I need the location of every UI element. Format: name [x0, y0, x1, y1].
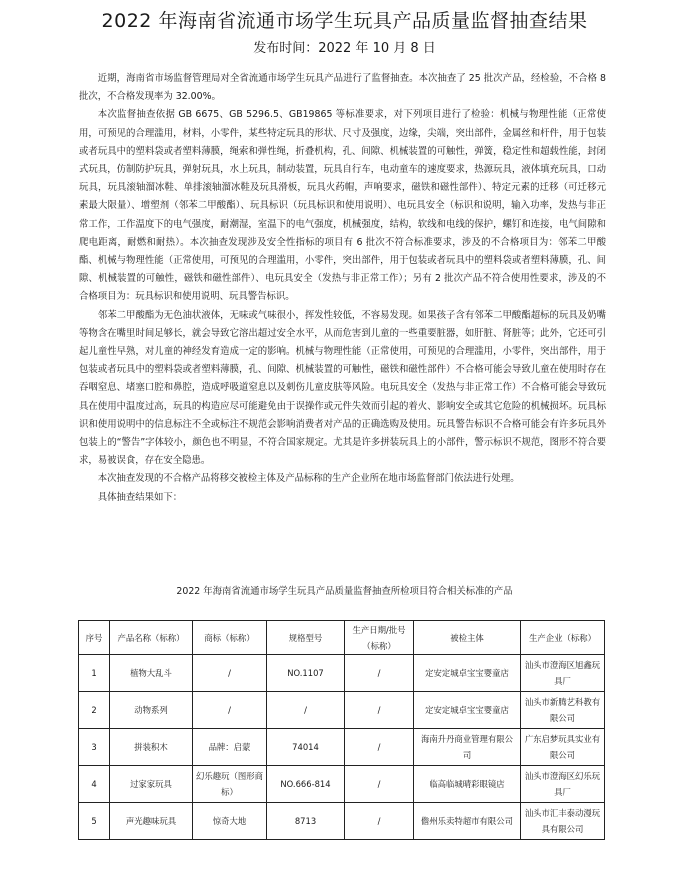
header-trademark: 商标（标称）: [193, 621, 267, 655]
cell-manufacturer: 汕头市澄海区幻乐玩具厂: [521, 766, 605, 803]
table-row: [79, 692, 605, 729]
cell-product-name: 动物系列: [110, 692, 193, 729]
paragraph-intro: 近期，海南省市场监督管理局对全省流通市场学生玩具产品进行了监督抽查。本次抽查了 25 批次产品，经检验，不合格 8 批次，不合格发现率为 32.00%。: [79, 73, 606, 103]
header-manufacturer: 生产企业（标称）: [521, 621, 605, 655]
cell-trademark: /: [193, 655, 267, 692]
cell-production-date: /: [345, 692, 414, 729]
cell-product-name: 拼装积木: [110, 729, 193, 766]
cell-production-date: /: [345, 766, 414, 803]
publish-date: 发布时间：2022 年 10 月 8 日: [253, 41, 436, 56]
page-title: 2022 年海南省流通市场学生玩具产品质量监督抽查结果: [101, 10, 588, 32]
cell-manufacturer: 汕头市新腾艺科教有限公司: [521, 692, 605, 729]
cell-model: 8713: [267, 803, 345, 840]
paragraph-results-lead: 具体抽查结果如下：: [97, 491, 183, 503]
cell-model: 74014: [267, 729, 345, 766]
cell-trademark: 惊奇大地: [193, 803, 267, 840]
cell-manufacturer: 汕头市汇丰泰动漫玩具有限公司: [521, 803, 605, 840]
cell-production-date: /: [345, 655, 414, 692]
cell-index: 5: [79, 803, 110, 840]
cell-model: NO.1107: [267, 655, 345, 692]
cell-index: 4: [79, 766, 110, 803]
header-product-name: 产品名称（标称）: [110, 621, 193, 655]
header-inspected-entity: 被检主体: [414, 621, 521, 655]
cell-product-name: 过家家玩具: [110, 766, 193, 803]
paragraph-handling: 本次抽查发现的不合格产品将移交被检主体及产品标称的生产企业所在地市场监督部门依法进行处理。: [97, 473, 520, 485]
cell-trademark: 品牌：启蒙: [193, 729, 267, 766]
table-row: [79, 729, 605, 766]
cell-trademark: 幻乐趣玩（图形商标）: [193, 766, 267, 803]
cell-inspected-entity: 定安定城卓宝宝婴童店: [414, 692, 521, 729]
table-row: [79, 766, 605, 803]
header-model: 规格型号: [267, 621, 345, 655]
table-row: [79, 803, 605, 840]
cell-inspected-entity: 定安定城卓宝宝婴童店: [414, 655, 521, 692]
paragraph-test-items: 本次监督抽查依据 GB 6675、GB 5296.5、GB19865 等标准要求，对下列项目进行了检验：机械与物理性能（正常使用，可预见的合理滥用，材料，小零件，某些特定玩具的形状、尺寸及强度，边缘，尖端，突出部件，金属丝和杆件，用于包装或者玩具中的塑料袋或者塑料薄膜，绳索和弹性绳，折叠机构，孔、间隙、机械装置的可触性，弹簧，稳定性和超载性能，封闭式玩具，仿制防护玩具，弹射玩具，水上玩具，制动装置，玩具自行车，电动童车的速度要求，热源玩具，液体填充玩具，口动玩具，玩具滚轴溜冰鞋、单排滚轴溜冰鞋及玩具滑板，玩具火药帽，声响要求，磁铁和磁性部件）、特定元素的迁移（可迁移元素最大限量）、增塑剂（邻苯二甲酸酯）、玩具标识（玩具标识和使用说明）、电玩具安全（标识和说明，输入功率，发热与非正常工作，工作温度下的电气强度，耐潮湿，室温下的电气强度，机械强度，结构，软线和电线的保护，螺钉和连接，电气间隙和爬电距离，耐燃和耐热）。本次抽查发现涉及安全性指标的项目有 6 批次不符合标准要求，涉及的不合格项目为：邻苯二甲酸酯、机械与物理性能（正常使用，可预见的合理滥用，小零件，突出部件，用于包装或者玩具中的塑料袋或者塑料薄膜，孔、间隙、机械装置的可触性，磁铁和磁性部件）、电玩具安全（发热与非正常工作）；另有 2 批次产品不符合使用性要求，涉及的不合格项目为：玩具标识和使用说明、玩具警告标识。: [79, 109, 606, 303]
article-body: [79, 70, 606, 507]
cell-inspected-entity: 临高临城晴彩眼镜店: [414, 766, 521, 803]
cell-model: NO.666-814: [267, 766, 345, 803]
cell-product-name: 植物大乱斗: [110, 655, 193, 692]
cell-trademark: /: [193, 692, 267, 729]
cell-inspected-entity: 儋州乐卖特超市有限公司: [414, 803, 521, 840]
table-row: [79, 655, 605, 692]
table-header-row: [79, 621, 605, 655]
cell-product-name: 声光趣味玩具: [110, 803, 193, 840]
cell-inspected-entity: 海南升丹商业管理有限公司: [414, 729, 521, 766]
cell-manufacturer: 汕头市澄海区旭鑫玩具厂: [521, 655, 605, 692]
table-caption: 2022 年海南省流通市场学生玩具产品质量监督抽查所检项目符合相关标准的产品: [176, 586, 513, 597]
cell-model: /: [267, 692, 345, 729]
cell-index: 2: [79, 692, 110, 729]
cell-index: 3: [79, 729, 110, 766]
cell-production-date: /: [345, 803, 414, 840]
cell-manufacturer: 广东启梦玩具实业有限公司: [521, 729, 605, 766]
header-production-date: 生产日期/批号（标称）: [345, 621, 414, 655]
paragraph-risk-explanation: 邻苯二甲酸酯为无色油状液体，无味或气味很小，挥发性较低，不容易发现。如果孩子含有邻苯二甲酸酯超标的玩具及奶嘴等物含在嘴里时间足够长，就会导致它溶出超过安全水平，从而危害到儿童的一些重要脏器，如肝脏、肾脏等；此外，它还可引起儿童性早熟，对儿童的神经发育造成一定的影响。机械与物理性能（正常使用，可预见的合理滥用，小零件，突出部件，用于包装或者玩具中的塑料袋或者塑料薄膜，孔、间隙、机械装置的可触性，磁铁和磁性部件）不合格可能会导致儿童在使用时存在吞咽窒息、堵塞口腔和鼻腔，造成呼吸道窒息以及刺伤儿童皮肤等风险。电玩具安全（发热与非正常工作）不合格可能会导致玩具在使用中温度过高，玩具的构造应尽可能避免由于误操作或元件失效而引起的着火、影响安全或其它危险的机械损坏。玩具标识和使用说明中的信息标注不全或标注不规范会影响消费者对产品的正确选购及使用。玩具警告标识不合格可能会有许多玩具外包装上的“警告”字体较小，颜色也不明显，不符合国家规定。尤其是许多拼装玩具上的小部件，警示标识不规范，图形不符合要求，易被误食，存在安全隐患。: [79, 309, 606, 467]
cell-index: 1: [79, 655, 110, 692]
header-index: 序号: [79, 621, 110, 655]
results-table: [78, 620, 605, 840]
cell-production-date: /: [345, 729, 414, 766]
